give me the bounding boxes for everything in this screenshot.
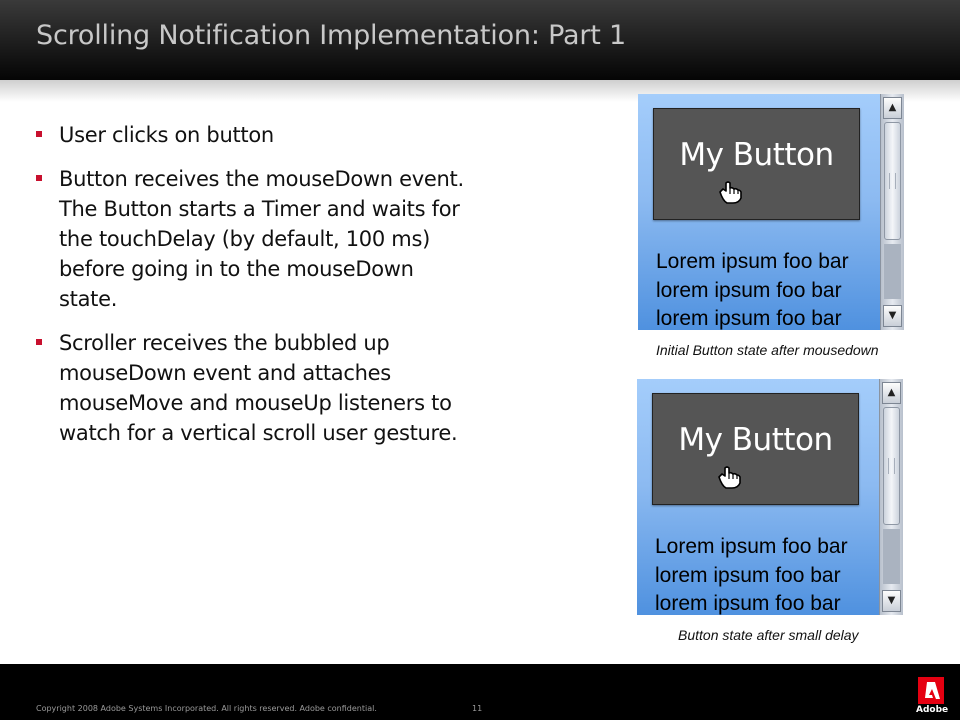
lorem-line: lorem ipsum foo bar [656, 307, 842, 330]
bullet-line: watch for a vertical scroll user gesture. [59, 421, 458, 445]
grip-icon [889, 173, 896, 189]
adobe-logo-text: Adobe [916, 705, 949, 715]
bullet-item-3 [36, 328, 516, 448]
scroll-down-arrow-icon[interactable]: ▼ [883, 305, 902, 327]
bullet-line: state. [59, 287, 118, 311]
my-button-label: My Button [678, 422, 833, 458]
demo-caption: Button state after small delay [678, 627, 859, 643]
demo-panel-delayed [637, 379, 927, 649]
lorem-line: Lorem ipsum foo bar [656, 250, 849, 273]
bullet-line: Button receives the mouseDown event. [59, 167, 464, 191]
lorem-line: lorem ipsum foo bar [656, 278, 842, 302]
bullet-line: the touchDelay (by default, 100 ms) [59, 227, 430, 251]
slide-header [0, 0, 960, 80]
lorem-line: Lorem ipsum foo bar [655, 535, 848, 558]
lorem-text-block [656, 248, 849, 330]
slide-footer [0, 664, 960, 720]
demo-caption: Initial Button state after mousedown [656, 342, 879, 358]
scroll-track[interactable] [884, 244, 901, 299]
bullet-line: mouseMove and mouseUp listeners to [59, 391, 452, 415]
bullet-line: before going in to the mouseDown [59, 257, 414, 281]
lorem-text-block [655, 533, 848, 615]
page-number: 11 [472, 704, 483, 713]
bullet-marker-icon [36, 131, 42, 137]
bullet-line: The Button starts a Timer and waits for [59, 197, 460, 221]
lorem-line: lorem ipsum foo bar [655, 563, 841, 587]
copyright-text: Copyright 2008 Adobe Systems Incorporated. All rights reserved. Adobe confidential. [36, 704, 377, 713]
scroller-viewport[interactable] [637, 379, 903, 615]
demo-panel-initial [638, 94, 928, 364]
bullet-line: mouseDown event and attaches [59, 361, 391, 385]
bullet-item-1 [36, 120, 516, 150]
slide-title: Scrolling Notification Implementation: Part 1 [36, 20, 626, 51]
adobe-a-icon [918, 677, 944, 704]
my-button[interactable] [653, 108, 860, 220]
bullet-line: User clicks on button [59, 123, 274, 147]
vertical-scrollbar[interactable] [879, 379, 903, 615]
my-button-label: My Button [679, 137, 834, 173]
scroll-track[interactable] [883, 529, 900, 584]
hand-cursor-icon [716, 465, 742, 489]
adobe-logo-icon [916, 677, 948, 715]
bullet-line: Scroller receives the bubbled up [59, 331, 390, 355]
scroller-viewport[interactable] [638, 94, 904, 330]
scroll-down-arrow-icon[interactable]: ▼ [882, 590, 901, 612]
bullet-list [36, 120, 516, 462]
scroll-up-arrow-icon[interactable]: ▲ [882, 382, 901, 404]
my-button[interactable] [652, 393, 859, 505]
bullet-item-2 [36, 164, 516, 314]
vertical-scrollbar[interactable] [880, 94, 904, 330]
scroll-thumb[interactable] [884, 122, 901, 240]
adobe-logo-mark [918, 677, 944, 704]
scroll-thumb[interactable] [883, 407, 900, 525]
lorem-line: lorem ipsum foo bar [655, 592, 841, 615]
hand-cursor-icon [717, 180, 743, 204]
bullet-marker-icon [36, 175, 42, 181]
grip-icon [888, 458, 895, 474]
scroll-up-arrow-icon[interactable]: ▲ [883, 97, 902, 119]
bullet-marker-icon [36, 339, 42, 345]
